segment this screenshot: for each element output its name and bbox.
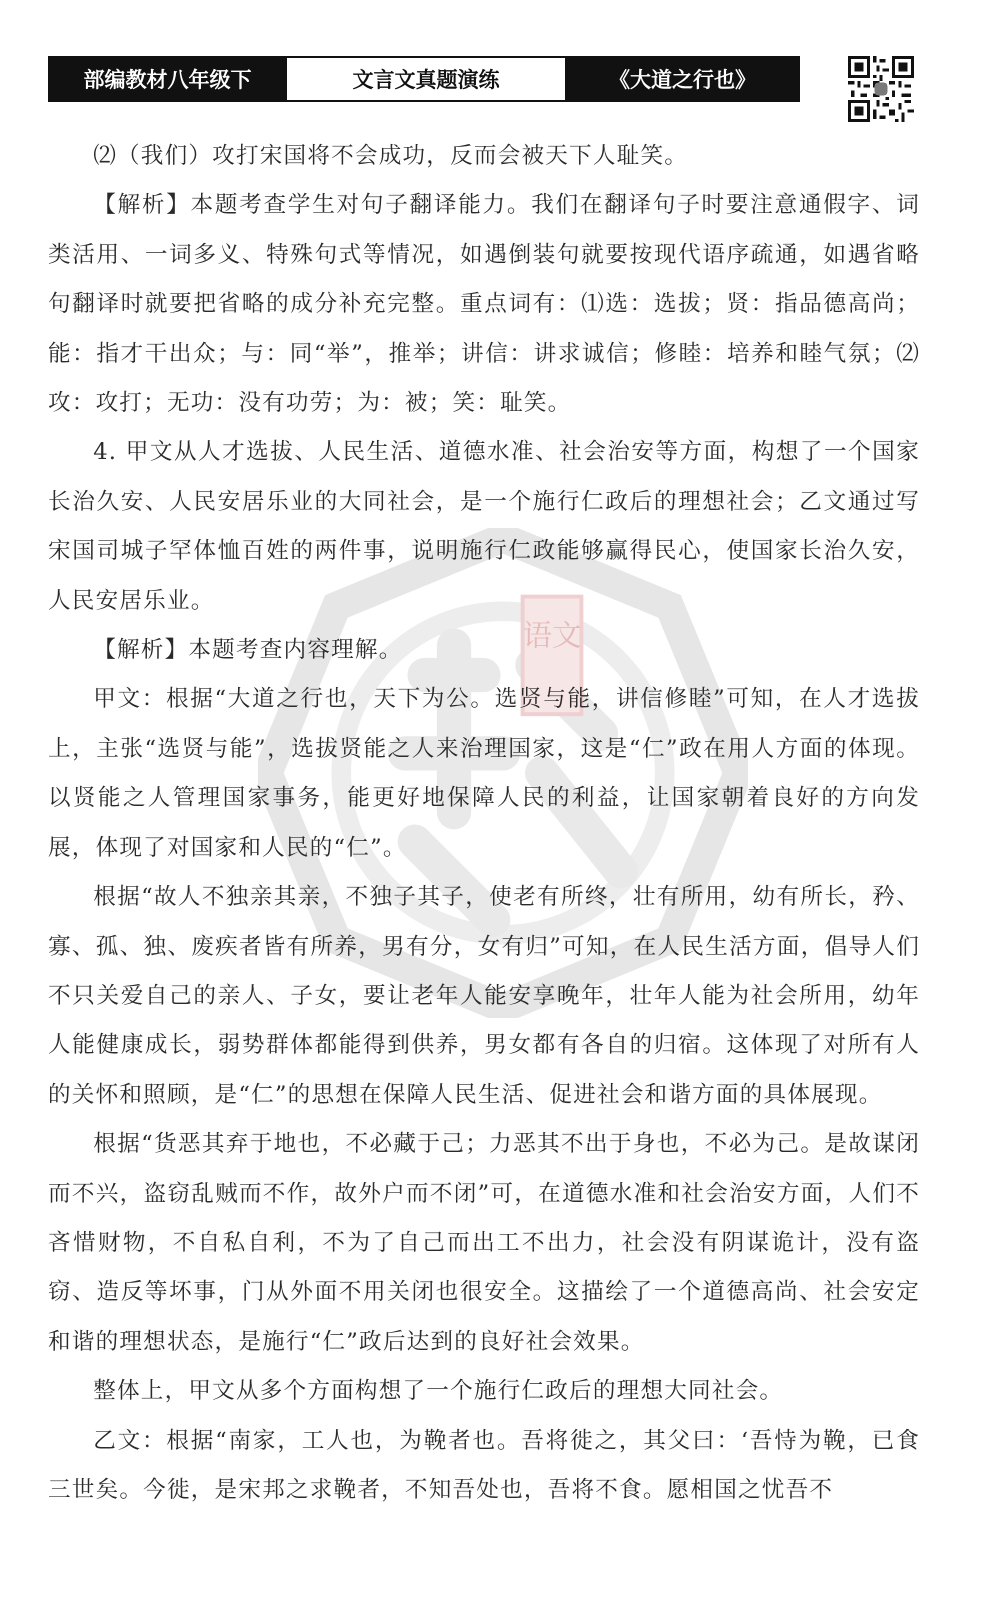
body-paragraph: 根据“货恶其弃于地也，不必藏于己；力恶其不出于身也，不必为己。是故谋闭而不兴，盗窃乱贼而不作，故外户而不闭”可，在道德水准和社会治安方面，人们不吝惜财物，不自私自利，不为了自己而出工不出力，社会没有阴谋诡计，没有盗窃、造反等坏事，门从外面不用关闭也很安全。这描绘了一个道德高尚、社会安定和谐的理想状态，是施行“仁”政后达到的良好社会效果。 bbox=[48, 1131, 920, 1355]
body-paragraph: 整体上，甲文从多个方面构想了一个施行仁政后的理想大同社会。 bbox=[93, 1378, 784, 1405]
body-paragraph: 甲文：根据“大道之行也，天下为公。选贤与能，讲信修睦”可知，在人才选拔上，主张“选贤与能”，选拔贤能之人来治理国家，这是“仁”政在用人方面的体现。以贤能之人管理国家事务，能更好地保障人民的利益，让国家朝着良好的方向发展，体现了对国家和人民的“仁”。 bbox=[48, 686, 920, 861]
analysis-paragraph: 【解析】本题考查学生对句子翻译能力。我们在翻译句子时要注意通假字、词类活用、一词多义、特殊句式等情况，如遇倒装句就要按现代语序疏通，如遇省略句翻译时就要把省略的成分补充完整。重点词有：⑴选：选拔；贤：指品德高尚；能：指才干出众；与：同“举”，推举；讲信：讲求诚信；修睦：培养和睦气氛；⑵攻：攻打；无功：没有功劳；为：被；笑：耻笑。 bbox=[48, 192, 920, 417]
header-lesson-title: 《大道之行也》 bbox=[567, 58, 798, 100]
body-paragraph: 根据“故人不独亲其亲，不独子其子，使老有所终，壮有所用，幼有所长，矜、寡、孤、独、废疾者皆有所养，男有分，女有归”可知，在人民生活方面，倡导人们不只关爱自己的亲人、子女，要让老年人能安享晚年，壮年人能为社会所用，幼年人能健康成长，弱势群体都能得到供养，男女都有各自的归宿。这体现了对所有人的关怀和照顾，是“仁”的思想在保障人民生活、促进社会和谐方面的具体展现。 bbox=[48, 884, 920, 1108]
document-body bbox=[48, 132, 920, 1515]
body-paragraph: 乙文：根据“南家，工人也，为鞔者也。吾将徙之，其父曰：‘吾恃为鞔，已食三世矣。今徙，是宋邦之求鞔者，不知吾处也，吾将不食。愿相国之忧吾不 bbox=[48, 1427, 920, 1503]
header-bar bbox=[48, 56, 800, 102]
watermark-seal-text: 语文 bbox=[522, 618, 582, 653]
answer-paragraph: ⑵（我们）攻打宋国将不会成功，反而会被天下人耻笑。 bbox=[93, 143, 689, 169]
header-section-title: 文言文真题演练 bbox=[285, 58, 567, 100]
analysis-paragraph: 【解析】本题考查内容理解。 bbox=[93, 637, 403, 664]
qr-code-icon bbox=[848, 56, 914, 122]
answer-paragraph: 4. 甲文从人才选拔、人民生活、道德水准、社会治安等方面，构想了一个国家长治久安、人民安居乐业的大同社会，是一个施行仁政后的理想社会；乙文通过写宋国司城子罕体恤百姓的两件事，说明施行仁政能够赢得民心，使国家长治久安，人民安居乐业。 bbox=[48, 439, 920, 614]
header-grade-label: 部编教材八年级下 bbox=[50, 58, 285, 100]
